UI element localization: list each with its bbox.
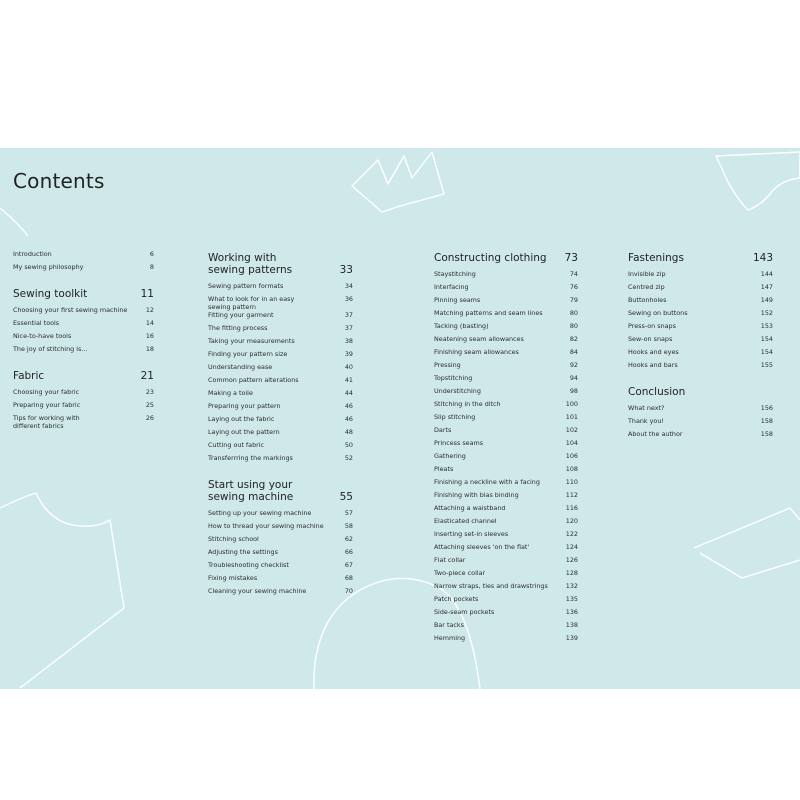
entry-title: Hooks and eyes [628,348,679,356]
entry-title: Laying out the fabric [208,415,275,423]
entry-title: Two-piece collar [434,569,486,577]
entry-title: The fitting process [208,324,268,332]
entry-title: Finishing with bias binding [434,491,519,499]
toc-entry[interactable] [208,350,353,363]
toc-entry[interactable] [628,335,773,348]
entry-title: Staystitching [434,270,476,278]
toc-entry[interactable] [434,465,578,478]
entry-page: 57 [344,509,353,517]
entry-page: 152 [760,309,773,317]
entry-title: Darts [434,426,452,434]
toc-entry[interactable] [434,634,578,647]
toc-entry[interactable] [434,569,578,582]
toc-entry[interactable] [434,491,578,504]
toc-entry[interactable] [434,387,578,400]
entry-page: 37 [344,311,353,319]
toc-entry[interactable] [628,348,773,361]
entry-page: 104 [565,439,578,447]
entry-page: 116 [565,504,578,512]
entry-page: 154 [760,335,773,343]
entry-page: 12 [145,306,154,314]
entry-page: 76 [569,283,578,291]
entry-title: Inserting set-in sleeves [434,530,509,538]
toc-entry[interactable] [628,309,773,322]
entry-page: 46 [344,415,353,423]
entry-title: Nice-to-have tools [13,332,72,340]
toc-section [13,370,154,430]
toc-entry[interactable] [434,270,578,283]
entry-page: 18 [145,345,154,353]
entry-page: 124 [565,543,578,551]
entry-title: How to thread your sewing machine [208,522,324,530]
entry-title: Neatening seam allowances [434,335,524,343]
section-title: Sewing toolkit [13,288,88,300]
entry-title: Sewing pattern formats [208,282,284,290]
entry-title: Flat collar [434,556,466,564]
toc-column-1 [13,250,154,442]
toc-entry[interactable] [434,556,578,569]
entry-page: 80 [569,322,578,330]
toc-entry[interactable] [208,363,353,376]
entry-title: Transferrring the markings [208,454,293,462]
entry-page: 79 [569,296,578,304]
entry-page: 67 [344,561,353,569]
section-heading [208,479,353,503]
toc-entry[interactable] [13,388,154,401]
entry-title: Introduction [13,250,52,258]
entry-page: 70 [344,587,353,595]
toc-entry[interactable] [208,337,353,350]
entry-title: Understanding ease [208,363,273,371]
section-heading [13,370,154,382]
section-title: Working with sewing patterns [208,252,293,276]
section-heading [13,288,154,300]
toc-entry[interactable] [628,404,773,417]
toc-entry[interactable] [13,345,154,358]
section-title: Constructing clothing [434,252,547,264]
toc-entry[interactable] [628,430,773,443]
toc-entry[interactable] [208,295,353,311]
entry-title: What next? [628,404,665,412]
entry-page: 122 [565,530,578,538]
toc-entry[interactable] [434,517,578,530]
toc-entry[interactable] [208,548,353,561]
entry-page: 46 [344,402,353,410]
entry-page: 84 [569,348,578,356]
section-title: Fabric [13,370,45,382]
entry-page: 106 [565,452,578,460]
entry-title: Essential tools [13,319,60,327]
entry-page: 48 [344,428,353,436]
toc-entry[interactable] [208,402,353,415]
toc-section [628,386,773,443]
entry-title: Interfacing [434,283,469,291]
entry-title: Buttonholes [628,296,667,304]
entry-page: 153 [760,322,773,330]
entry-title: Gathering [434,452,466,460]
section-title: Fastenings [628,252,684,264]
toc-entry[interactable] [434,452,578,465]
entry-page: 156 [760,404,773,412]
section-heading [628,252,773,264]
entry-title: Attaching sleeves 'on the flat' [434,543,530,551]
toc-entry[interactable] [434,426,578,439]
entry-title: Thank you! [628,417,664,425]
entry-title: Hemming [434,634,466,642]
entry-title: Laying out the pattern [208,428,280,436]
entry-page: 34 [344,282,353,290]
toc-entry[interactable] [208,415,353,428]
toc-entry[interactable] [434,439,578,452]
entry-title: Finishing seam allowances [434,348,519,356]
toc-entry[interactable] [208,522,353,535]
entry-title: Press-on snaps [628,322,676,330]
entry-page: 26 [145,414,154,422]
entry-title: Topstitching [434,374,473,382]
entry-title: Fixing mistakes [208,574,258,582]
toc-entry[interactable] [13,319,154,332]
section-page: 73 [564,252,578,264]
section-title: Start using your sewing machine [208,479,294,503]
toc-entry[interactable] [434,283,578,296]
entry-page: 158 [760,430,773,438]
toc-entry[interactable] [208,428,353,441]
entry-page: 112 [565,491,578,499]
entry-title: Stitching school [208,535,259,543]
entry-page: 155 [760,361,773,369]
entry-title: Making a toile [208,389,253,397]
entry-title: Common pattern alterations [208,376,299,384]
toc-entry[interactable] [628,296,773,309]
entry-page: 16 [145,332,154,340]
toc-entry[interactable] [434,543,578,556]
entry-page: 149 [760,296,773,304]
entry-title: Pinning seams [434,296,481,304]
entry-title: Finding your pattern size [208,350,288,358]
toc-entry[interactable] [434,348,578,361]
toc-entry[interactable] [628,417,773,430]
toc-entry[interactable] [208,587,353,600]
toc-entry[interactable] [208,535,353,548]
entry-page: 132 [565,582,578,590]
entry-page: 94 [569,374,578,382]
section-heading [208,252,353,276]
entry-page: 39 [344,350,353,358]
section-page: 33 [339,264,353,276]
entry-page: 8 [149,263,154,271]
entry-page: 6 [149,250,154,258]
toc-column-2 [208,252,353,612]
toc-entry[interactable] [434,595,578,608]
entry-title: Bar tacks [434,621,464,629]
toc-section [208,252,353,467]
toc-entry[interactable] [434,413,578,426]
section-page: 11 [140,288,154,300]
toc-entry[interactable] [208,282,353,295]
toc-entry[interactable] [434,361,578,374]
toc-column-3 [434,252,578,659]
entry-page: 23 [145,388,154,396]
entry-page: 92 [569,361,578,369]
toc-entry[interactable] [208,376,353,389]
entry-title: Centred zip [628,283,665,291]
toc-section [628,252,773,374]
section-page: 55 [339,491,353,503]
entry-page: 154 [760,348,773,356]
entry-title: Hooks and bars [628,361,678,369]
entry-page: 37 [344,324,353,332]
entry-title: Patch pockets [434,595,479,603]
toc-entry[interactable] [208,574,353,587]
section-heading [628,386,773,398]
entry-page: 101 [565,413,578,421]
toc-section [434,252,578,647]
entry-title: Taking your measurements [208,337,295,345]
entry-page: 25 [145,401,154,409]
entry-title: Tips for working with different fabrics [13,414,80,430]
toc-entry[interactable] [208,454,353,467]
toc-entry[interactable] [628,283,773,296]
toc-entry[interactable] [13,250,154,263]
entry-title: Sew-on snaps [628,335,673,343]
entry-title: My sewing philosophy [13,263,84,271]
toc-entry[interactable] [628,322,773,335]
entry-page: 66 [344,548,353,556]
entry-page: 82 [569,335,578,343]
entry-title: About the author [628,430,683,438]
entry-page: 52 [344,454,353,462]
toc-entry[interactable] [13,401,154,414]
entry-page: 38 [344,337,353,345]
entry-title: Understitching [434,387,481,395]
entry-page: 144 [760,270,773,278]
entry-page: 50 [344,441,353,449]
toc-entry[interactable] [13,332,154,345]
toc-entry[interactable] [434,530,578,543]
entry-title: Side-seam pockets [434,608,495,616]
entry-title: Pleats [434,465,454,473]
toc-entry[interactable] [208,561,353,574]
section-heading [434,252,578,264]
entry-page: 62 [344,535,353,543]
toc-entry[interactable] [434,374,578,387]
entry-title: Matching patterns and seam lines [434,309,543,317]
toc-column-4 [628,252,773,455]
entry-title: Stitching in the ditch [434,400,501,408]
section-page: 143 [752,252,773,264]
toc-entry[interactable] [208,324,353,337]
toc-entry[interactable] [208,311,353,324]
toc-entry[interactable] [434,621,578,634]
toc-entry[interactable] [434,608,578,621]
entry-page: 110 [565,478,578,486]
entry-title: Preparing your pattern [208,402,281,410]
toc-entry[interactable] [434,296,578,309]
entry-title: Choosing your fabric [13,388,80,396]
entry-page: 136 [565,608,578,616]
toc-section [208,479,353,600]
page-title: Contents [13,169,105,193]
entry-page: 41 [344,376,353,384]
toc-entry[interactable] [208,389,353,402]
entry-page: 126 [565,556,578,564]
entry-page: 102 [565,426,578,434]
section-title: Conclusion [628,386,686,398]
entry-page: 40 [344,363,353,371]
entry-title: Princess seams [434,439,484,447]
entry-page: 158 [760,417,773,425]
entry-page: 80 [569,309,578,317]
toc-entry[interactable] [434,504,578,517]
entry-page: 14 [145,319,154,327]
entry-title: Sewing on buttons [628,309,688,317]
toc-entry[interactable] [208,509,353,522]
entry-title: Invisible zip [628,270,666,278]
entry-title: Choosing your first sewing machine [13,306,128,314]
entry-title: Narrow straps, ties and drawstrings [434,582,548,590]
entry-title: Setting up your sewing machine [208,509,312,517]
entry-title: Pressing [434,361,461,369]
entry-page: 147 [760,283,773,291]
entry-page: 128 [565,569,578,577]
section-page: 21 [140,370,154,382]
entry-title: Cutting out fabric [208,441,265,449]
toc-entry[interactable] [434,309,578,322]
entry-page: 36 [344,295,353,303]
entry-title: Finishing a neckline with a facing [434,478,540,486]
entry-title: Troubleshooting checklist [208,561,289,569]
entry-title: Elasticated channel [434,517,497,525]
toc-entry[interactable] [13,263,154,276]
entry-page: 139 [565,634,578,642]
toc-entry[interactable] [434,582,578,595]
entry-page: 108 [565,465,578,473]
entry-title: Tacking (basting) [434,322,489,330]
entry-page: 58 [344,522,353,530]
entry-title: The joy of stitching is... [13,345,88,353]
entry-page: 135 [565,595,578,603]
entry-page: 98 [569,387,578,395]
entry-page: 44 [344,389,353,397]
entry-title: Cleaning your sewing machine [208,587,307,595]
toc-entry[interactable] [628,270,773,283]
entry-title: Attaching a waistband [434,504,506,512]
entry-title: Adjusting the settings [208,548,278,556]
toc-entry[interactable] [434,335,578,348]
entry-page: 120 [565,517,578,525]
contents-panel [0,148,800,689]
entry-title: Fitting your garment [208,311,274,319]
entry-title: Preparing your fabric [13,401,81,409]
entry-page: 100 [565,400,578,408]
entry-page: 68 [344,574,353,582]
entry-page: 74 [569,270,578,278]
entry-title: Slip stitching [434,413,476,421]
toc-entry[interactable] [13,306,154,319]
toc-section [13,250,154,276]
toc-entry[interactable] [434,478,578,491]
toc-entry[interactable] [628,361,773,374]
toc-entry[interactable] [208,441,353,454]
toc-entry[interactable] [434,322,578,335]
toc-section [13,288,154,358]
entry-title: What to look for in an easy sewing pattern [208,295,295,311]
toc-entry[interactable] [434,400,578,413]
toc-entry[interactable] [13,414,154,430]
entry-page: 138 [565,621,578,629]
